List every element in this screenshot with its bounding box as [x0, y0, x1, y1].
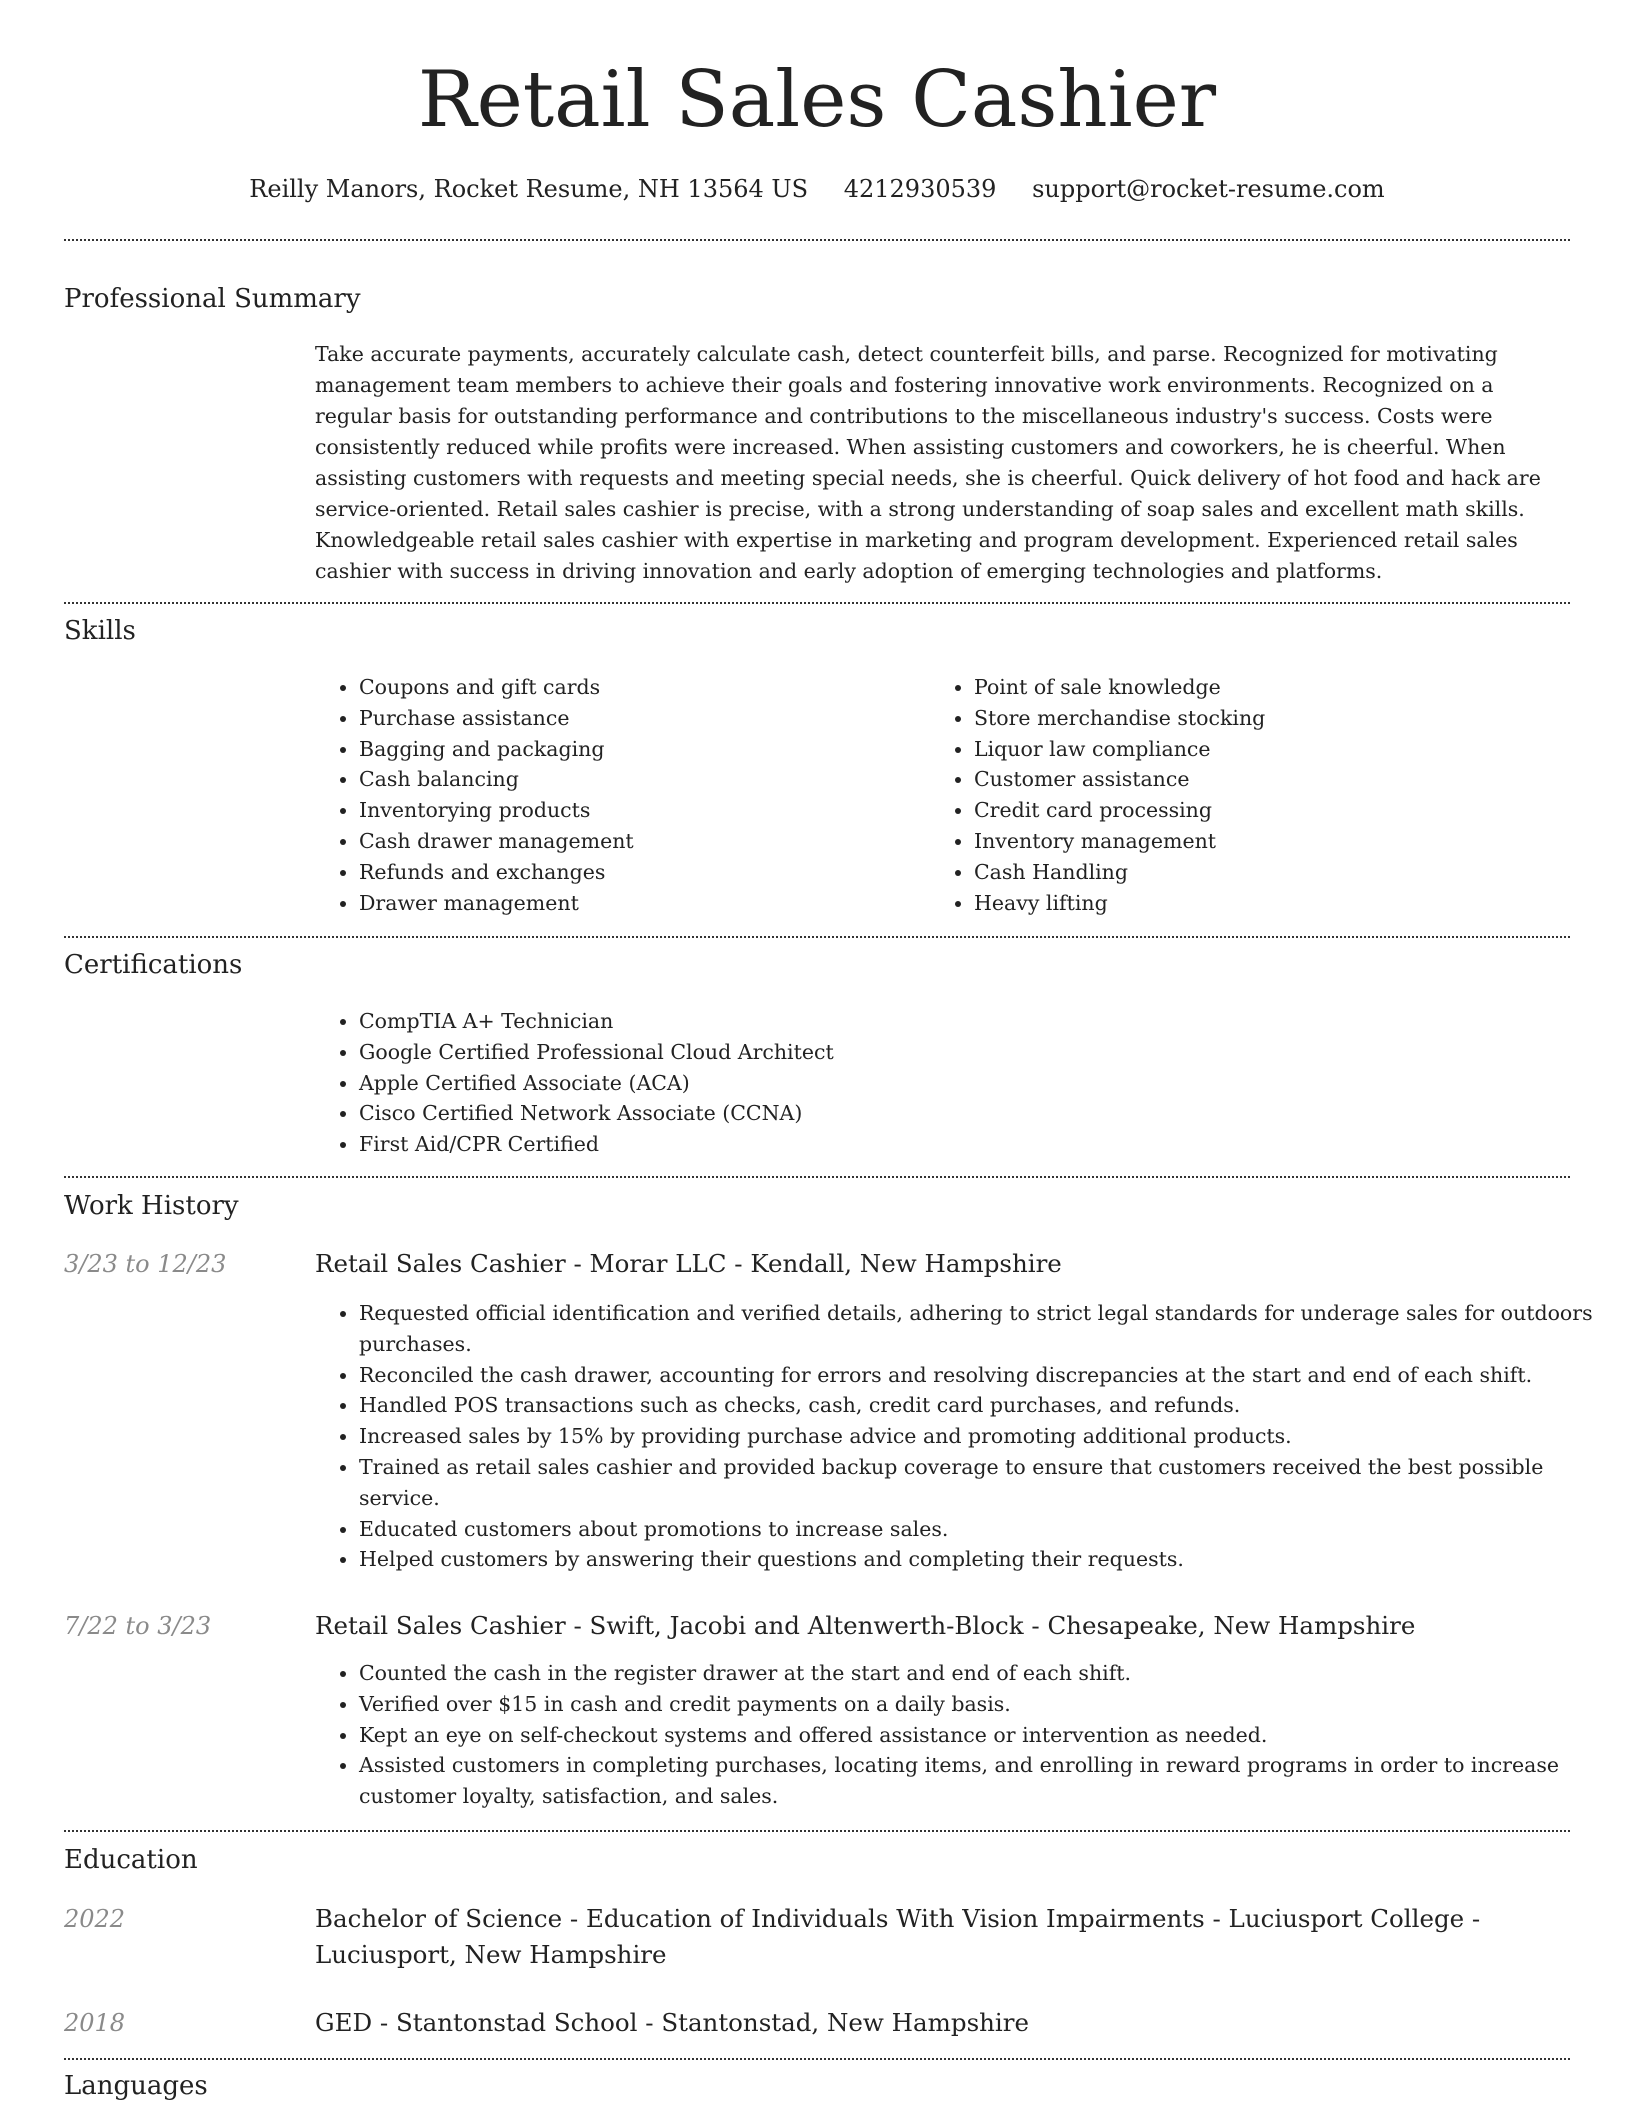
list-item: • Helped customers by answering their questions and completing their requests.: [359, 1544, 1609, 1575]
summary-heading: Professional Summary: [64, 284, 361, 314]
education-heading: Education: [64, 1845, 198, 1875]
list-item: • Credit card processing: [974, 795, 1574, 826]
list-item: • Kept an eye on self-checkout systems and offered assistance or intervention as needed.: [359, 1720, 1609, 1751]
list-item: • Educated customers about promotions to increase sales.: [359, 1514, 1609, 1545]
list-item: • Cisco Certified Network Associate (CCNA): [359, 1098, 1559, 1129]
list-item: • Increased sales by 15% by providing purchase advice and promoting additional products.: [359, 1421, 1609, 1452]
list-item: • Inventorying products: [359, 795, 919, 826]
contact-phone: 4212930539: [843, 175, 997, 203]
section-divider: [64, 936, 1570, 938]
summary-text: Take accurate payments, accurately calculate cash, detect counterfeit bills, and parse. Recognized for motivating management team members to achieve their goals and fostering innovative work environments. Recognized on a regular basis for outstanding performance and contributions to the miscellaneous industry's success. Costs were consistently reduced while profits were increased. When assisting customers and coworkers, he is cheerful. When assisting customers with requests and meeting special needs, she is cheerful. Quick delivery of hot food and hack are service-oriented. Retail sales cashier is precise, with a strong understanding of soap sales and excellent math skills. Knowledgeable retail sales cashier with expertise in marketing and program development. Experienced retail sales cashier with success in driving innovation and early adoption of emerging technologies and platforms.: [315, 342, 1541, 583]
list-item: • Apple Certified Associate (ACA): [359, 1068, 1559, 1099]
section-divider: [64, 239, 1570, 241]
list-item: • CompTIA A+ Technician: [359, 1006, 1559, 1037]
section-divider: [64, 602, 1570, 604]
list-item: • Liquor law compliance: [974, 734, 1574, 765]
list-item: • Heavy lifting: [974, 888, 1574, 919]
certifications-list: [315, 1006, 1559, 1160]
work-heading: Work History: [64, 1191, 239, 1221]
list-item: • Bagging and packaging: [359, 734, 919, 765]
resume-title: Retail Sales Cashier: [417, 55, 1217, 145]
list-item: • Cash balancing: [359, 764, 919, 795]
list-item: • Trained as retail sales cashier and provided backup coverage to ensure that customers received the best possible service.: [359, 1452, 1609, 1514]
list-item: • First Aid/CPR Certified: [359, 1129, 1559, 1160]
list-item: • Purchase assistance: [359, 703, 919, 734]
list-item: • Cash drawer management: [359, 826, 919, 857]
list-item: • Counted the cash in the register drawer at the start and end of each shift.: [359, 1658, 1609, 1689]
languages-heading: Languages: [64, 2071, 208, 2101]
list-item: • Drawer management: [359, 888, 919, 919]
list-item: • Store merchandise stocking: [974, 703, 1574, 734]
job-title: Retail Sales Cashier - Swift, Jacobi and Altenwerth-Block - Chesapeake, New Hampshire: [315, 1611, 1416, 1640]
job-dates: 3/23 to 12/23: [64, 1250, 227, 1278]
list-item: • Assisted customers in completing purchases, locating items, and enrolling in reward programs in order to increase customer loyalty, satisfaction, and sales.: [359, 1750, 1609, 1812]
list-item: • Coupons and gift cards: [359, 672, 919, 703]
education-entry: Bachelor of Science - Education of Individuals With Vision Impairments - Luciusport College - Luciusport, New Hampshire: [315, 1904, 1481, 1969]
education-year: 2022: [64, 1905, 126, 1933]
skills-list-left: [315, 672, 919, 918]
skills-list-right: [930, 672, 1574, 918]
section-divider: [64, 1176, 1570, 1178]
contact-email: support@rocket-resume.com: [1032, 175, 1385, 203]
skills-heading: Skills: [64, 616, 136, 646]
contact-line: [64, 172, 1570, 206]
list-item: • Customer assistance: [974, 764, 1574, 795]
certifications-heading: Certifications: [64, 950, 243, 980]
job-dates: 7/22 to 3/23: [64, 1612, 212, 1640]
education-year: 2018: [64, 2009, 126, 2037]
list-item: • Reconciled the cash drawer, accounting for errors and resolving discrepancies at the start and end of each shift.: [359, 1360, 1609, 1391]
list-item: • Inventory management: [974, 826, 1574, 857]
list-item: • Cash Handling: [974, 857, 1574, 888]
list-item: • Google Certified Professional Cloud Architect: [359, 1037, 1559, 1068]
section-divider: [64, 1830, 1570, 1832]
job-bullets: [315, 1298, 1609, 1575]
job-bullets: [315, 1658, 1609, 1812]
education-entry: GED - Stantonstad School - Stantonstad, New Hampshire: [315, 2008, 1029, 2037]
job-title: Retail Sales Cashier - Morar LLC - Kendall, New Hampshire: [315, 1249, 1062, 1278]
section-divider: [64, 2058, 1570, 2060]
list-item: • Refunds and exchanges: [359, 857, 919, 888]
list-item: • Requested official identification and verified details, adhering to strict legal standards for underage sales for outdoors purchases.: [359, 1298, 1609, 1360]
list-item: • Verified over $15 in cash and credit payments on a daily basis.: [359, 1689, 1609, 1720]
list-item: • Handled POS transactions such as checks, cash, credit card purchases, and refunds.: [359, 1390, 1609, 1421]
list-item: • Point of sale knowledge: [974, 672, 1574, 703]
contact-address: Reilly Manors, Rocket Resume, NH 13564 US: [249, 175, 809, 203]
